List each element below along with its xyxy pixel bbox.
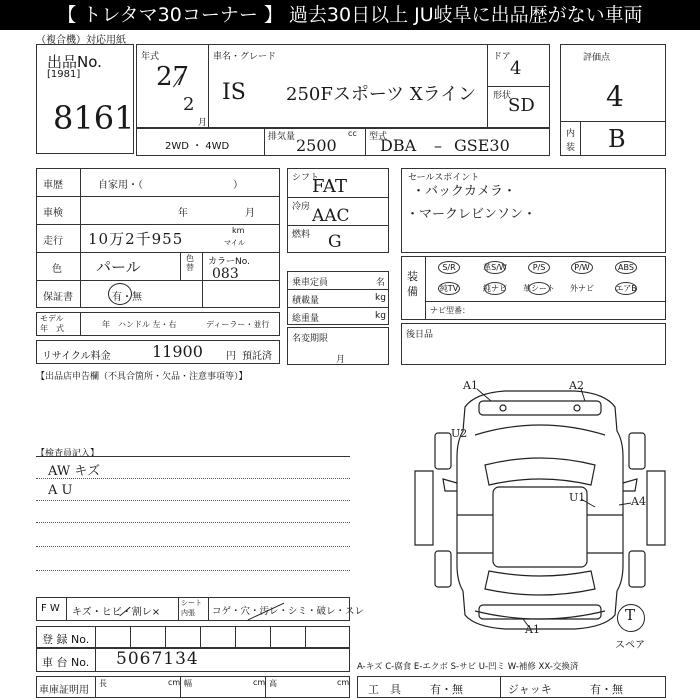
- doors-value: 4: [510, 58, 522, 79]
- inspector-label: 【検査員記入】: [36, 449, 100, 459]
- mileage-value: 10万2千955: [88, 230, 184, 248]
- sales-point-label: セールスポイント: [408, 173, 480, 183]
- ac-value: AAC: [312, 206, 350, 226]
- cert-length-unit: cm: [168, 678, 181, 687]
- capacity-label: 乗車定員: [292, 278, 329, 288]
- model-year-year: 年: [102, 320, 110, 329]
- warranty-value: 有・無: [112, 292, 142, 303]
- equip-airbag: エアB: [615, 284, 637, 293]
- equip-abs-circle: [615, 261, 637, 274]
- equip-leather-seat-circle: [528, 282, 550, 295]
- inspector-line-2: A U: [48, 483, 73, 498]
- month-value: 2: [183, 94, 195, 115]
- damage-mark-left-fender: U2: [451, 427, 468, 440]
- interior-label-1: 内: [566, 129, 576, 139]
- warranty-label: 保証書: [43, 292, 73, 303]
- displacement-value: 2500: [296, 136, 337, 155]
- capacity-unit: 名: [376, 278, 386, 288]
- damage-mark-right-door: U1: [569, 491, 586, 504]
- equip-genuine-tv-circle: [438, 282, 460, 295]
- name-change-label: 名変期限: [292, 334, 329, 344]
- model-year-handle: ハンドル 左・右: [118, 320, 177, 329]
- doors-label: ドア: [493, 52, 511, 62]
- weight-label: 総重量: [292, 314, 320, 324]
- inspection-year: 年: [178, 208, 188, 219]
- color-no-value: 083: [212, 266, 239, 282]
- color-change: 色替: [186, 254, 194, 272]
- year-value: 27: [156, 62, 190, 92]
- color-label: 色: [52, 264, 62, 275]
- reg-no-label: 登 録 No.: [42, 633, 90, 646]
- damage-mark-front-right: A2: [569, 379, 584, 392]
- spare-mark: T: [625, 606, 636, 624]
- color-value: パール: [96, 258, 141, 276]
- shape-value: SD: [508, 95, 535, 116]
- damage-legend: A-キズ C-腐食 E-エクボ S-サビ U-凹ミ W-補修 XX-交換済: [357, 662, 579, 672]
- sales-point-line-2: ・マークレビンソン・: [406, 207, 537, 222]
- damage-mark-rear: A1: [525, 623, 540, 636]
- equip-leather-seat: 革シート: [523, 284, 555, 293]
- model-year-label-2: 年 式: [40, 324, 64, 333]
- weight-unit: kg: [375, 311, 386, 321]
- tools-label: 工 具: [368, 683, 401, 696]
- equip-leather-wheel-circle: [484, 261, 506, 274]
- equip-power-window-circle: [571, 261, 593, 274]
- interior-label-2: 装: [566, 143, 576, 153]
- model-label: 車名・グレード: [213, 52, 277, 62]
- equipment-label-1: 装: [407, 270, 418, 283]
- remarks-label: 後日品: [406, 330, 434, 340]
- model-name: IS: [222, 80, 246, 105]
- equip-power-steering-circle: [528, 261, 550, 274]
- type-dash: –: [434, 136, 442, 155]
- chassis-value: 5067134: [116, 649, 199, 669]
- jack-value: 有・無: [590, 683, 623, 696]
- cert-height-unit: cm: [337, 678, 350, 687]
- remarks-box: [401, 323, 666, 365]
- seat-label: シート 内張: [181, 599, 202, 617]
- history-label: 車歴: [43, 180, 63, 191]
- drive-label: 2WD ・ 4WD: [165, 141, 230, 152]
- shape-label: 形状: [493, 91, 512, 101]
- displacement-label: 排気量: [268, 132, 296, 142]
- load-label: 積載量: [292, 296, 320, 306]
- damage-mark-right-side: A4: [631, 495, 646, 508]
- grade-label: 評価点: [583, 53, 611, 63]
- recycle-note: 預託済: [242, 351, 272, 362]
- equip-power-steering: P/S: [520, 260, 558, 276]
- shift-label: シフト: [292, 173, 320, 183]
- mileage-unit-km: km: [232, 226, 245, 235]
- displacement-unit: cc: [348, 129, 357, 138]
- shift-value: FAT: [312, 176, 347, 197]
- name-change-unit: 月: [336, 355, 346, 365]
- inspection-label: 車検: [43, 208, 63, 219]
- car-damage-diagram: [395, 375, 690, 645]
- lot-box: [36, 44, 134, 154]
- year-label: 年式: [141, 52, 160, 62]
- spare-label: スペア: [615, 640, 645, 651]
- cert-width-unit: cm: [253, 678, 266, 687]
- lot-label: 出品No.: [47, 53, 102, 71]
- equip-leather-wheel: 革S/W: [483, 263, 507, 272]
- type-label: 型式: [369, 132, 388, 142]
- cert-height-label: 高: [269, 679, 277, 688]
- chassis-label: 車 台 No.: [42, 656, 90, 669]
- lot-small: [1981]: [47, 69, 81, 80]
- equip-power-window: P/W: [563, 260, 601, 276]
- jack-label: ジャッキ: [508, 683, 552, 696]
- color-no-label: カラーNo.: [208, 257, 250, 267]
- cert-label: 車庫証明用: [39, 685, 89, 696]
- model-year-label-1: モデル: [40, 314, 64, 323]
- mileage-label: 走行: [43, 236, 63, 247]
- equip-genuine-navi-circle: [484, 282, 506, 295]
- fw-value: キズ・ヒビ・割レ×: [72, 607, 161, 618]
- ac-label: 冷房: [292, 202, 311, 212]
- declaration-label: 【出品店申告欄（不具合箇所・欠品・注意事項等）】: [36, 372, 248, 382]
- cert-width-label: 幅: [184, 679, 192, 688]
- type-code: GSE30: [454, 136, 510, 155]
- grade-value: 4: [606, 80, 624, 113]
- recycle-unit: 円: [226, 351, 236, 362]
- equip-sunroof-circle: [438, 261, 460, 274]
- month-unit: 月: [198, 118, 208, 128]
- type-prefix: DBA: [380, 136, 417, 155]
- equip-sunroof: S/R: [430, 260, 468, 276]
- inspector-line-1: AW キズ: [48, 464, 101, 479]
- equipment-label-2: 備: [407, 285, 418, 298]
- equip-abs: ABS: [607, 260, 645, 276]
- load-unit: kg: [375, 293, 386, 303]
- equip-aftermarket-navi: 外ナビ: [570, 284, 594, 293]
- tools-value: 有・無: [430, 683, 463, 696]
- damage-mark-front-left: A1: [463, 379, 478, 392]
- interior-value: B: [608, 125, 626, 153]
- equip-airbag-circle: [615, 282, 637, 295]
- inspection-month: 月: [245, 208, 255, 219]
- fuel-label: 燃料: [292, 230, 311, 240]
- model-grade: 250Fスポーツ Xライン: [286, 84, 477, 105]
- recycle-value: 11900: [152, 342, 203, 361]
- recycle-label: リサイクル料金: [42, 351, 111, 362]
- navi-model-label: ナビ型番：: [430, 306, 470, 315]
- seat-value: コゲ・穴・汚レ・シミ・破レ・スレ: [212, 606, 365, 617]
- fw-label: F W: [41, 603, 60, 614]
- mileage-unit-mile: マイル: [224, 239, 245, 247]
- equip-genuine-navi: 純ナビ: [483, 284, 507, 293]
- fuel-value: G: [328, 232, 342, 252]
- equip-genuine-tv: 純TV: [439, 284, 459, 293]
- model-year-dealer: ディーラー・並行: [206, 320, 270, 329]
- sales-point-line-1: ・バックカメラ・: [412, 184, 517, 199]
- lot-number: 8161: [53, 99, 135, 137]
- warranty-circle: [108, 283, 132, 305]
- history-value: 自家用・（ ）: [98, 180, 243, 191]
- sheet-note: （複合機）対応用紙: [36, 35, 126, 46]
- corner-banner: 【 トレタマ30コーナー 】 過去30日以上 JU岐阜に出品歴がない車両: [0, 0, 700, 30]
- cert-length-label: 長: [99, 679, 107, 688]
